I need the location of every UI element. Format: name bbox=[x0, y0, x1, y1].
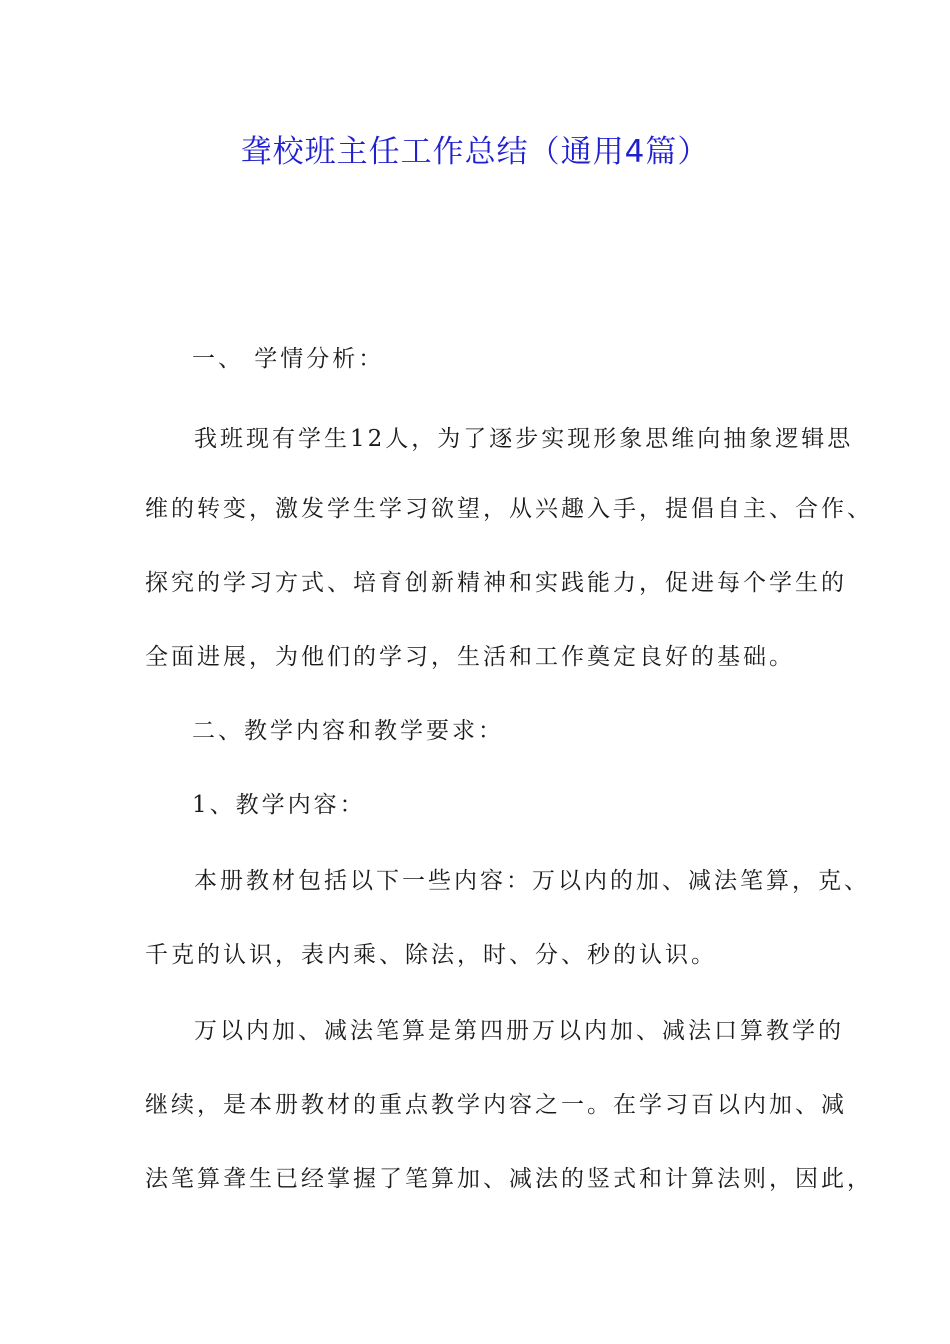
section-heading: 二、教学内容和教学要求： bbox=[192, 718, 504, 744]
paragraph-line: 万以内加、减法笔算是第四册万以内加、减法口算教学的 bbox=[194, 1018, 844, 1044]
paragraph-line: 全面进展，为他们的学习，生活和工作奠定良好的基础。 bbox=[145, 644, 795, 670]
paragraph-line: 维的转变，激发学生学习欲望，从兴趣入手，提倡自主、合作、 bbox=[145, 496, 873, 522]
document-title: 聋校班主任工作总结（通用4篇） bbox=[240, 134, 710, 170]
paragraph-line: 法笔算聋生已经掌握了笔算加、减法的竖式和计算法则，因此， bbox=[145, 1166, 873, 1192]
paragraph-line: 千克的认识，表内乘、除法，时、分、秒的认识。 bbox=[145, 942, 717, 968]
paragraph-line: 本册教材包括以下一些内容：万以内的加、减法笔算，克、 bbox=[194, 868, 870, 894]
section-heading: 一、 学情分析： bbox=[192, 346, 385, 372]
paragraph-line: 继续，是本册教材的重点教学内容之一。在学习百以内加、减 bbox=[145, 1092, 847, 1118]
paragraph-line: 探究的学习方式、培育创新精神和实践能力，促进每个学生的 bbox=[145, 570, 847, 596]
paragraph-line: 我班现有学生12人，为了逐步实现形象思维向抽象逻辑思 bbox=[194, 426, 854, 452]
subsection-heading: 1、教学内容： bbox=[192, 792, 366, 818]
